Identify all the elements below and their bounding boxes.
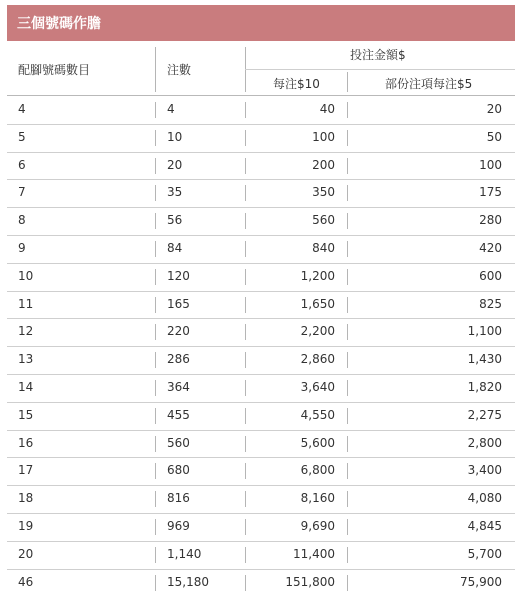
cell-legs: 10 — [18, 268, 34, 283]
cell-amount-5: 50 — [486, 129, 502, 144]
column-divider — [245, 185, 246, 201]
cell-amount-5: 280 — [479, 213, 502, 228]
cell-amount-10: 3,640 — [300, 379, 335, 394]
cell-legs: 13 — [18, 352, 34, 367]
cell-bets: 680 — [167, 463, 190, 478]
cell-amount-5: 1,820 — [467, 379, 502, 394]
cell-legs: 8 — [18, 213, 26, 228]
column-divider — [347, 463, 348, 479]
cell-bets: 10 — [167, 129, 183, 144]
column-divider — [155, 436, 156, 452]
cell-amount-5: 5,700 — [467, 546, 502, 561]
cell-amount-10: 350 — [312, 185, 335, 200]
column-divider — [347, 130, 348, 146]
cell-amount-5: 825 — [479, 296, 502, 311]
cell-amount-5: 1,100 — [467, 324, 502, 339]
cell-legs: 18 — [18, 491, 34, 506]
column-divider — [245, 241, 246, 257]
header-divider — [155, 47, 156, 92]
column-divider — [347, 297, 348, 313]
cell-bets: 969 — [167, 518, 190, 533]
row-divider — [7, 485, 515, 486]
cell-legs: 5 — [18, 129, 26, 144]
column-divider — [245, 408, 246, 424]
cell-amount-10: 151,800 — [285, 574, 335, 589]
column-divider — [155, 158, 156, 174]
column-divider — [347, 436, 348, 452]
row-divider — [7, 569, 515, 570]
cell-amount-5: 2,275 — [467, 407, 502, 422]
cell-amount-5: 2,800 — [467, 435, 502, 450]
cell-legs: 12 — [18, 324, 34, 339]
row-divider — [7, 430, 515, 431]
cell-bets: 120 — [167, 268, 190, 283]
header-group-bet-amount: 投注金額$ — [350, 48, 406, 62]
row-divider — [7, 374, 515, 375]
column-divider — [155, 380, 156, 396]
column-divider — [245, 380, 246, 396]
cell-bets: 15,180 — [167, 574, 209, 589]
cell-amount-10: 9,690 — [300, 518, 335, 533]
column-divider — [347, 519, 348, 535]
cell-legs: 17 — [18, 463, 34, 478]
cell-legs: 6 — [18, 157, 26, 172]
column-divider — [245, 213, 246, 229]
column-divider — [245, 297, 246, 313]
column-divider — [347, 241, 348, 257]
column-divider — [155, 463, 156, 479]
cell-amount-5: 1,430 — [467, 352, 502, 367]
cell-legs: 14 — [18, 379, 34, 394]
cell-bets: 84 — [167, 240, 183, 255]
cell-amount-10: 2,200 — [300, 324, 335, 339]
cell-amount-5: 600 — [479, 268, 502, 283]
cell-amount-10: 8,160 — [300, 491, 335, 506]
cell-amount-10: 200 — [312, 157, 335, 172]
header-col-partial-unit-5: 部份注項每注$5 — [385, 77, 473, 91]
column-divider — [347, 408, 348, 424]
cell-legs: 16 — [18, 435, 34, 450]
row-divider — [7, 318, 515, 319]
header-col-count-of-legs: 配腳號碼數目 — [18, 63, 91, 77]
column-divider — [245, 324, 246, 340]
cell-legs: 7 — [18, 185, 26, 200]
cell-amount-5: 175 — [479, 185, 502, 200]
table-title: 三個號碼作膽 — [7, 5, 515, 41]
cell-bets: 4 — [167, 101, 175, 116]
cell-bets: 56 — [167, 213, 183, 228]
column-divider — [347, 547, 348, 563]
column-divider — [155, 297, 156, 313]
row-divider — [7, 457, 515, 458]
column-divider — [245, 575, 246, 591]
cell-amount-10: 6,800 — [300, 463, 335, 478]
column-divider — [155, 352, 156, 368]
column-divider — [245, 436, 246, 452]
cell-amount-10: 1,200 — [300, 268, 335, 283]
header-col-number-of-bets: 注數 — [167, 63, 192, 77]
column-divider — [155, 575, 156, 591]
row-divider — [7, 263, 515, 264]
cell-amount-5: 3,400 — [467, 463, 502, 478]
row-divider — [7, 235, 515, 236]
column-divider — [347, 491, 348, 507]
row-divider — [7, 541, 515, 542]
column-divider — [245, 130, 246, 146]
cell-amount-5: 100 — [479, 157, 502, 172]
header-group-underline — [245, 69, 515, 70]
row-divider — [7, 207, 515, 208]
column-divider — [155, 324, 156, 340]
cell-legs: 9 — [18, 240, 26, 255]
row-divider — [7, 152, 515, 153]
cell-bets: 35 — [167, 185, 183, 200]
column-divider — [245, 158, 246, 174]
column-divider — [155, 102, 156, 118]
column-divider — [245, 519, 246, 535]
cell-bets: 1,140 — [167, 546, 202, 561]
row-divider — [7, 291, 515, 292]
column-divider — [347, 158, 348, 174]
column-divider — [155, 408, 156, 424]
cell-amount-10: 4,550 — [300, 407, 335, 422]
cell-amount-5: 4,080 — [467, 491, 502, 506]
cell-legs: 19 — [18, 518, 34, 533]
header-col-per-bet-10: 每注$10 — [273, 77, 320, 91]
column-divider — [155, 491, 156, 507]
cell-legs: 15 — [18, 407, 34, 422]
cell-amount-10: 840 — [312, 240, 335, 255]
cell-bets: 220 — [167, 324, 190, 339]
cell-legs: 4 — [18, 101, 26, 116]
column-divider — [347, 352, 348, 368]
column-divider — [245, 102, 246, 118]
cell-bets: 20 — [167, 157, 183, 172]
column-divider — [155, 185, 156, 201]
column-divider — [245, 547, 246, 563]
cell-bets: 816 — [167, 491, 190, 506]
column-divider — [347, 324, 348, 340]
column-divider — [347, 380, 348, 396]
header-bottom-rule — [7, 95, 515, 96]
cell-bets: 364 — [167, 379, 190, 394]
cell-amount-10: 40 — [319, 101, 335, 116]
cell-amount-10: 1,650 — [300, 296, 335, 311]
row-divider — [7, 346, 515, 347]
column-divider — [155, 213, 156, 229]
cell-amount-10: 100 — [312, 129, 335, 144]
row-divider — [7, 513, 515, 514]
column-divider — [347, 185, 348, 201]
cell-bets: 286 — [167, 352, 190, 367]
column-divider — [347, 269, 348, 285]
cell-bets: 560 — [167, 435, 190, 450]
row-divider — [7, 124, 515, 125]
row-divider — [7, 179, 515, 180]
column-divider — [155, 130, 156, 146]
row-divider — [7, 402, 515, 403]
cell-amount-10: 5,600 — [300, 435, 335, 450]
cell-legs: 46 — [18, 574, 34, 589]
cell-legs: 11 — [18, 296, 34, 311]
cell-amount-5: 20 — [486, 101, 502, 116]
header-divider — [347, 72, 348, 92]
cell-amount-5: 4,845 — [467, 518, 502, 533]
cell-amount-10: 560 — [312, 213, 335, 228]
cell-legs: 20 — [18, 546, 34, 561]
column-divider — [245, 269, 246, 285]
cell-amount-5: 75,900 — [460, 574, 502, 589]
column-divider — [155, 547, 156, 563]
column-divider — [155, 519, 156, 535]
column-divider — [245, 463, 246, 479]
column-divider — [155, 269, 156, 285]
column-divider — [347, 213, 348, 229]
cell-bets: 165 — [167, 296, 190, 311]
cell-amount-5: 420 — [479, 240, 502, 255]
column-divider — [347, 575, 348, 591]
column-divider — [245, 352, 246, 368]
cell-amount-10: 11,400 — [293, 546, 335, 561]
column-divider — [347, 102, 348, 118]
column-divider — [155, 241, 156, 257]
cell-amount-10: 2,860 — [300, 352, 335, 367]
column-divider — [245, 491, 246, 507]
cell-bets: 455 — [167, 407, 190, 422]
